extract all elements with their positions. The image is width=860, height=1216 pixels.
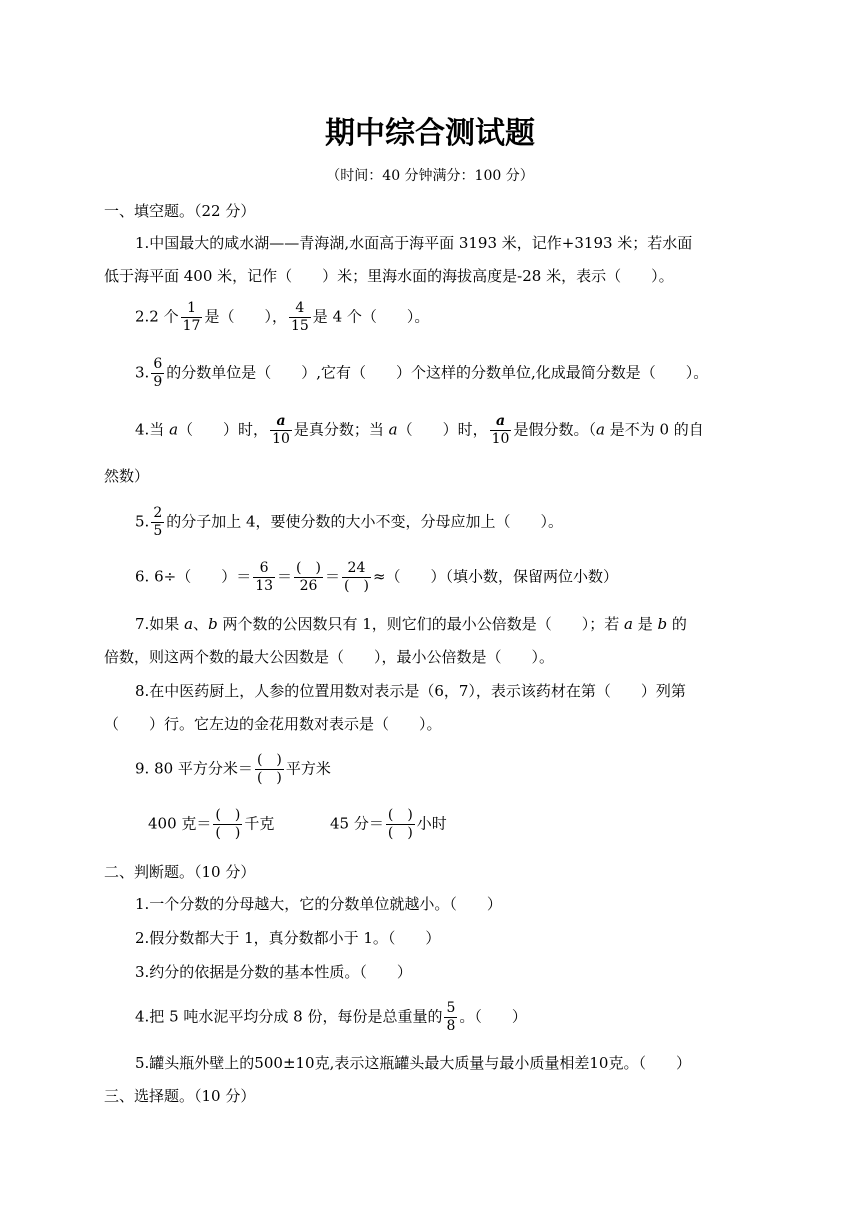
- fraction: $\frac{6}{13}$: [255, 560, 274, 594]
- fraction: $\frac{2}{5}$: [153, 505, 163, 539]
- question-1-9-part-1: 9. 80 平方分米＝ $\frac{( )}{( )}$ 平方米: [135, 752, 331, 786]
- question-2-5: 5.罐头瓶外壁上的500±10克,表示这瓶罐头最大质量与最小质量相差10克。（ ）: [135, 1054, 691, 1072]
- question-2-1: 1.一个分数的分母越大，它的分数单位就越小。（ ）: [135, 895, 502, 913]
- question-1-9-part-2: 400 克＝ $\frac{( )}{( )}$ 千克: [148, 807, 275, 841]
- fraction: $\frac{( )}{( )}$: [256, 752, 282, 786]
- section-heading-fill-blank: 一、填空题。（22 分）: [104, 202, 256, 220]
- question-2-3: 3.约分的依据是分数的基本性质。（ ）: [135, 963, 412, 981]
- question-1-8-line-1: 8.在中医药厨上，人参的位置用数对表示是（6，7），表示该药材在第（ ）列第: [135, 682, 686, 700]
- page-title: 期中综合测试题: [325, 116, 535, 151]
- question-1-1-line-1: 1.中国最大的咸水湖——青海湖,水面高于海平面 3193 米，记作+3193 米；若水面: [135, 234, 693, 252]
- question-1-4-line-1: 4.当 a（ ）时， $\frac{a}{10}$ 是真分数；当 a（ ）时， $\frac{a}{10}$ 是假分数。（a 是不为 0 的自: [135, 413, 704, 447]
- fraction: $\frac{1}{17}$: [182, 300, 201, 334]
- section-heading-multiple-choice: 三、选择题。（10 分）: [104, 1087, 256, 1105]
- question-1-1-line-2: 低于海平面 400 米，记作（ ）米；里海水面的海拔高度是-28 米，表示（ ）。: [104, 267, 674, 285]
- question-1-6: 6. 6÷（ ）＝ $\frac{6}{13}$ ＝ $\frac{( )}{26}$ ＝ $\frac{24}{( )}$ ≈（ ）（填小数，保留两位小数）: [135, 560, 619, 594]
- fraction: $\frac{( )}{( )}$: [215, 807, 241, 841]
- question-1-7-line-2: 倍数，则这两个数的最大公因数是（ ），最小公倍数是（ ）。: [104, 648, 555, 666]
- question-1-9-part-3: 45 分＝ $\frac{( )}{( )}$ 小时: [330, 807, 447, 841]
- question-1-3: 3. $\frac{6}{9}$ 的分数单位是（ ）,它有（ ）个这样的分数单位,化成最简分数是（ ）。: [135, 356, 709, 390]
- exam-info: （时间：40 分钟满分：100 分）: [326, 168, 534, 184]
- question-1-5: 5. $\frac{2}{5}$ 的分子加上 4，要使分数的大小不变，分母应加上（ ）。: [135, 505, 564, 539]
- question-2-4: 4.把 5 吨水泥平均分成 8 份，每份是总重量的 $\frac{5}{8}$ 。（ ）: [135, 1000, 527, 1034]
- question-1-2: 2.2 个 $\frac{1}{17}$ 是（ ）， $\frac{4}{15}$ 是 4 个（ ）。: [135, 300, 430, 334]
- fraction: $\frac{a}{10}$: [272, 413, 290, 447]
- fraction: $\frac{4}{15}$: [290, 300, 309, 334]
- question-1-4-line-2: 然数）: [104, 467, 150, 485]
- fraction: $\frac{( )}{26}$: [296, 560, 321, 594]
- fraction: $\frac{5}{8}$: [446, 1000, 456, 1034]
- fraction: $\frac{6}{9}$: [153, 356, 163, 390]
- section-heading-true-false: 二、判断题。（10 分）: [104, 863, 256, 881]
- fraction: $\frac{a}{10}$: [491, 413, 510, 447]
- question-1-8-line-2: （ ）行。它左边的金花用数对表示是（ ）。: [104, 715, 442, 733]
- fraction: $\frac{24}{( )}$: [344, 560, 369, 594]
- question-1-7-line-1: 7.如果 a、b 两个数的公因数只有 1，则它们的最小公倍数是（ ）；若 a 是 b 的: [135, 615, 687, 633]
- question-2-2: 2.假分数都大于 1，真分数都小于 1。（ ）: [135, 929, 441, 947]
- fraction: $\frac{( )}{( )}$: [387, 807, 413, 841]
